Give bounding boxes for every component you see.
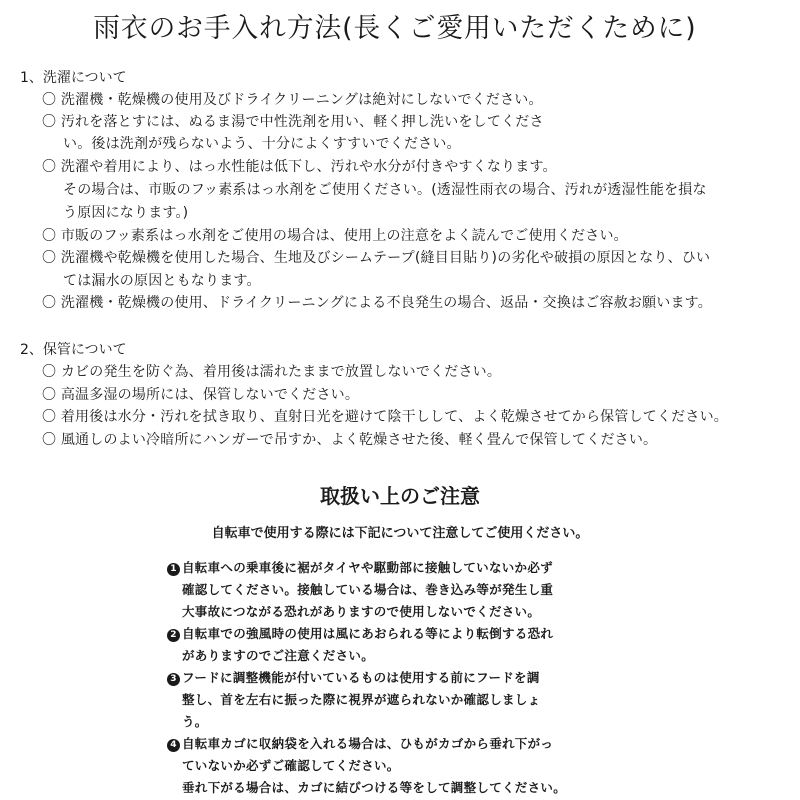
caution-line: がありますのでご注意ください。 — [182, 648, 375, 663]
caution-title: 取扱い上のご注意 — [320, 484, 480, 508]
washing-line: 〇 洗濯機・乾燥機の使用及びドライクリーニングは絶対にしないでください。 — [42, 92, 543, 108]
caution-line: う。 — [182, 714, 208, 729]
number-badge: 2 — [167, 629, 180, 642]
caution-line: 確認してください。接触している場合は、巻き込み等が発生し重 — [182, 582, 554, 597]
caution-line: ていないか必ずご確認してください。 — [182, 758, 400, 773]
caution-line: 自転車カゴに収納袋を入れる場合は、ひもがカゴから垂れ下がっ — [182, 736, 554, 751]
storage-line: 〇 風通しのよい冷暗所にハンガーで吊すか、よく乾燥させた後、軽く畳んで保管してください。 — [42, 432, 658, 448]
washing-line: 〇 洗濯機や乾燥機を使用した場合、生地及びシームテープ(縫目目貼り)の劣化や破損の原因となり、ひい — [42, 250, 711, 266]
caution-line: 自転車での強風時の使用は風にあおられる等により転倒する恐れ — [182, 626, 554, 641]
caution-line: 自転車への乗車後に裾がタイヤや駆動部に接触していないか必ず — [182, 560, 553, 575]
caution-line: 大事故につながる恐れがありますので使用しないでください。 — [182, 604, 541, 619]
washing-line: ては漏水の原因ともなります。 — [63, 273, 261, 289]
number-badge: 3 — [167, 673, 180, 686]
page-title: 雨衣のお手入れ方法(長くご愛用いただくために) — [93, 13, 697, 44]
caution-item-3 — [167, 668, 540, 686]
washing-line: 〇 洗濯機・乾燥機の使用、ドライクリーニングによる不良発生の場合、返品・交換はご容赦お願います。 — [42, 295, 712, 311]
number-badge: 4 — [167, 739, 180, 752]
washing-line: 〇 汚れを落とすには、ぬるま湯で中性洗剤を用い、軽く押し洗いをしてくださ — [42, 114, 544, 130]
caution-line: 垂れ下がる場合は、カゴに結びつける等をして調整してください。 — [182, 780, 567, 795]
storage-line: 〇 着用後は水分・汚れを拭き取り、直射日光を避けて陰干しして、よく乾燥させてから保管してください。 — [42, 409, 728, 425]
caution-item-2 — [167, 624, 553, 642]
number-badge: 1 — [167, 563, 180, 576]
caution-intro: 自転車で使用する際には下記について注意してご使用ください。 — [211, 526, 589, 541]
washing-line: 〇 市販のフッ素系はっ水剤をご使用の場合は、使用上の注意をよく読んでご使用ください。 — [42, 228, 628, 244]
washing-line: 〇 洗濯や着用により、はっ水性能は低下し、汚れや水分が付きやすくなります。 — [42, 159, 557, 175]
section-heading-storage: 2、保管について — [20, 342, 127, 358]
storage-line: 〇 カビの発生を防ぐ為、着用後は濡れたままで放置しないでください。 — [42, 364, 502, 380]
storage-line: 〇 高温多湿の場所には、保管しないでください。 — [42, 387, 360, 403]
washing-line: う原因になります。) — [63, 205, 189, 221]
section-heading-washing: 1、洗濯について — [20, 70, 127, 86]
caution-line: フードに調整機能が付いているものは使用する前にフードを調 — [182, 670, 540, 685]
washing-line: い。後は洗剤が残らないよう、十分によくすすいでください。 — [63, 136, 461, 152]
caution-item-4 — [167, 734, 553, 752]
caution-line: 整し、首を左右に振った際に視界が遮られないか確認しましょ — [182, 692, 541, 707]
caution-item-1 — [167, 558, 553, 576]
washing-line: その場合は、市販のフッ素系はっ水剤をご使用ください。(透湿性雨衣の場合、汚れが透湿性能を損な — [63, 182, 707, 198]
